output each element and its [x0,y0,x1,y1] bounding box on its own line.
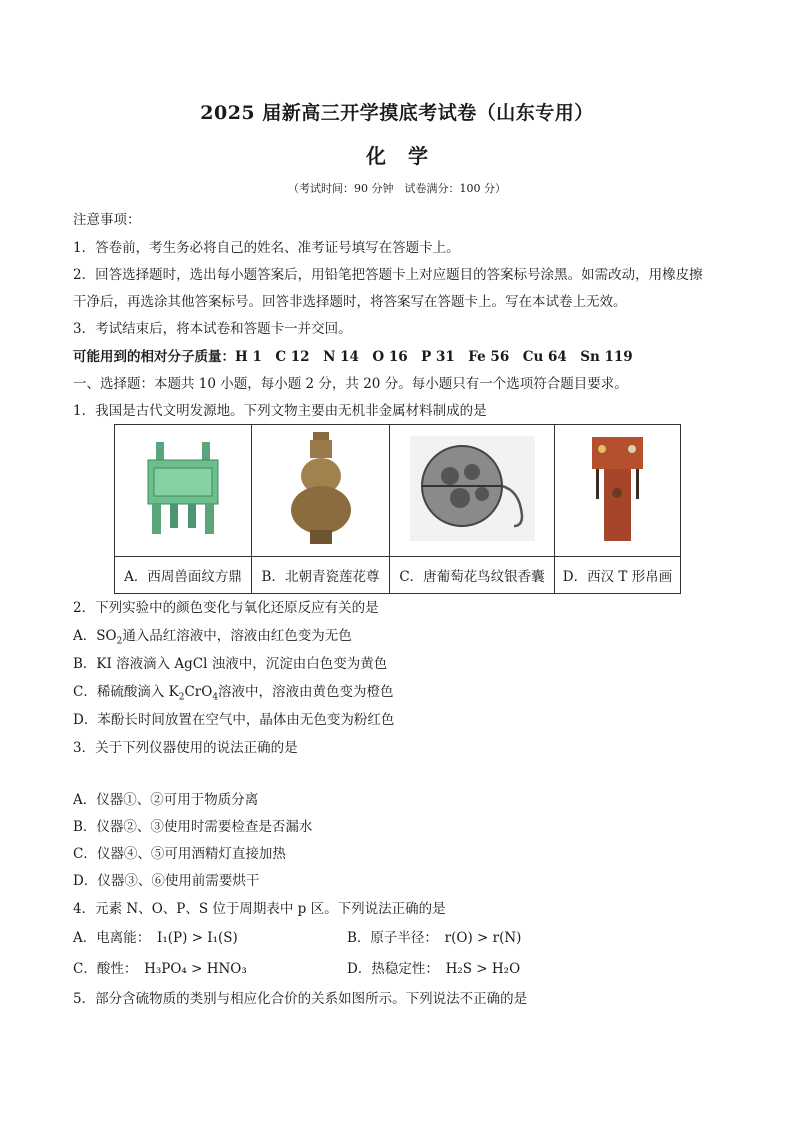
atomic-masses: 可能用到的相对分子质量：H 1 C 12 N 14 O 16 P 31 Fe 56 Cu 64 Sn 119 [73,349,633,365]
question-3-option-b: B．仪器②、③使用时需要检查是否漏水 [73,819,313,835]
exam-title: 2025 届新高三开学摸底考试卷（山东专用） [200,102,594,124]
silver-sachet-image [410,436,535,541]
question-3-stem: 3．关于下列仪器使用的说法正确的是 [73,740,298,756]
question-3-option-a: A．仪器①、②可用于物质分离 [73,792,259,808]
question-5-stem: 5．部分含硫物质的类别与相应化合价的关系如图所示。下列说法不正确的是 [73,991,528,1007]
option-b-label: B．北朝青瓷莲花尊 [252,557,390,594]
question-4-stem: 4．元素 N、O、P、S 位于周期表中 p 区。下列说法正确的是 [73,901,446,917]
relic-image-cell [115,425,252,557]
question-2-option-b: B．KI 溶液滴入 AgCl 浊液中，沉淀由白色变为黄色 [73,656,388,672]
question-1-stem: 1．我国是古代文明发源地。下列文物主要由无机非金属材料制成的是 [73,403,487,419]
note-item: 2．回答选择题时，选出每小题答案后，用铅笔把答题卡上对应题目的答案标号涂黑。如需改动，用橡皮擦 [73,267,703,283]
question-4-options-row-2 [73,957,733,977]
question-4-option-c: C．酸性： H₃PO₄ > HNO₃ [73,961,247,977]
note-item: 干净后，再选涂其他答案标号。回答非选择题时，将答案写在答题卡上。写在本试卷上无效。 [73,294,627,310]
question-2-option-d: D．苯酚长时间放置在空气中，晶体由无色变为粉红色 [73,712,395,728]
question-4-options-row-1 [73,926,733,946]
question-2-option-a: A．$SO_2$通入品红溶液中，溶液由红色变为无色 [73,628,352,647]
question-4-option-d: D．热稳定性： H₂S > H₂O [347,961,521,977]
bronze-ding-image [128,436,238,541]
note-item: 1．答卷前，考生务必将自己的姓名、准考证号填写在答题卡上。 [73,240,460,256]
exam-info: （考试时间：90 分钟 试卷满分：100 分） [288,182,506,195]
question-4-option-b: B．原子半径： r(O) > r(N) [347,930,522,946]
relic-image-cell [555,425,681,557]
relic-image-cell [390,425,555,557]
question-2-stem: 2．下列实验中的颜色变化与氧化还原反应有关的是 [73,600,379,616]
note-item: 3．考试结束后，将本试卷和答题卡一并交回。 [73,321,352,337]
question-3-option-d: D．仪器③、⑥使用前需要烘干 [73,873,260,889]
silk-painting-image [590,433,645,545]
option-d-label: D．西汉 T 形帛画 [555,557,681,594]
option-a-label: A．西周兽面纹方鼎 [115,557,252,594]
question-4-option-a: A．电离能： I₁(P) > I₁(S) [73,930,238,946]
question-2-option-c: C．稀硫酸滴入 $K_2CrO_4$溶液中，溶液由黄色变为橙色 [73,684,394,703]
question-3-option-c: C．仪器④、⑤可用酒精灯直接加热 [73,846,286,862]
celadon-zun-image [286,430,356,548]
relics-table [114,424,681,594]
option-c-label: C．唐葡萄花鸟纹银香囊 [390,557,555,594]
notes-heading: 注意事项： [73,212,141,228]
section-heading: 一、选择题：本题共 10 小题，每小题 2 分，共 20 分。每小题只有一个选项符合题目要求。 [73,376,628,392]
relic-image-cell [252,425,390,557]
subject-title: 化学 [366,144,450,168]
